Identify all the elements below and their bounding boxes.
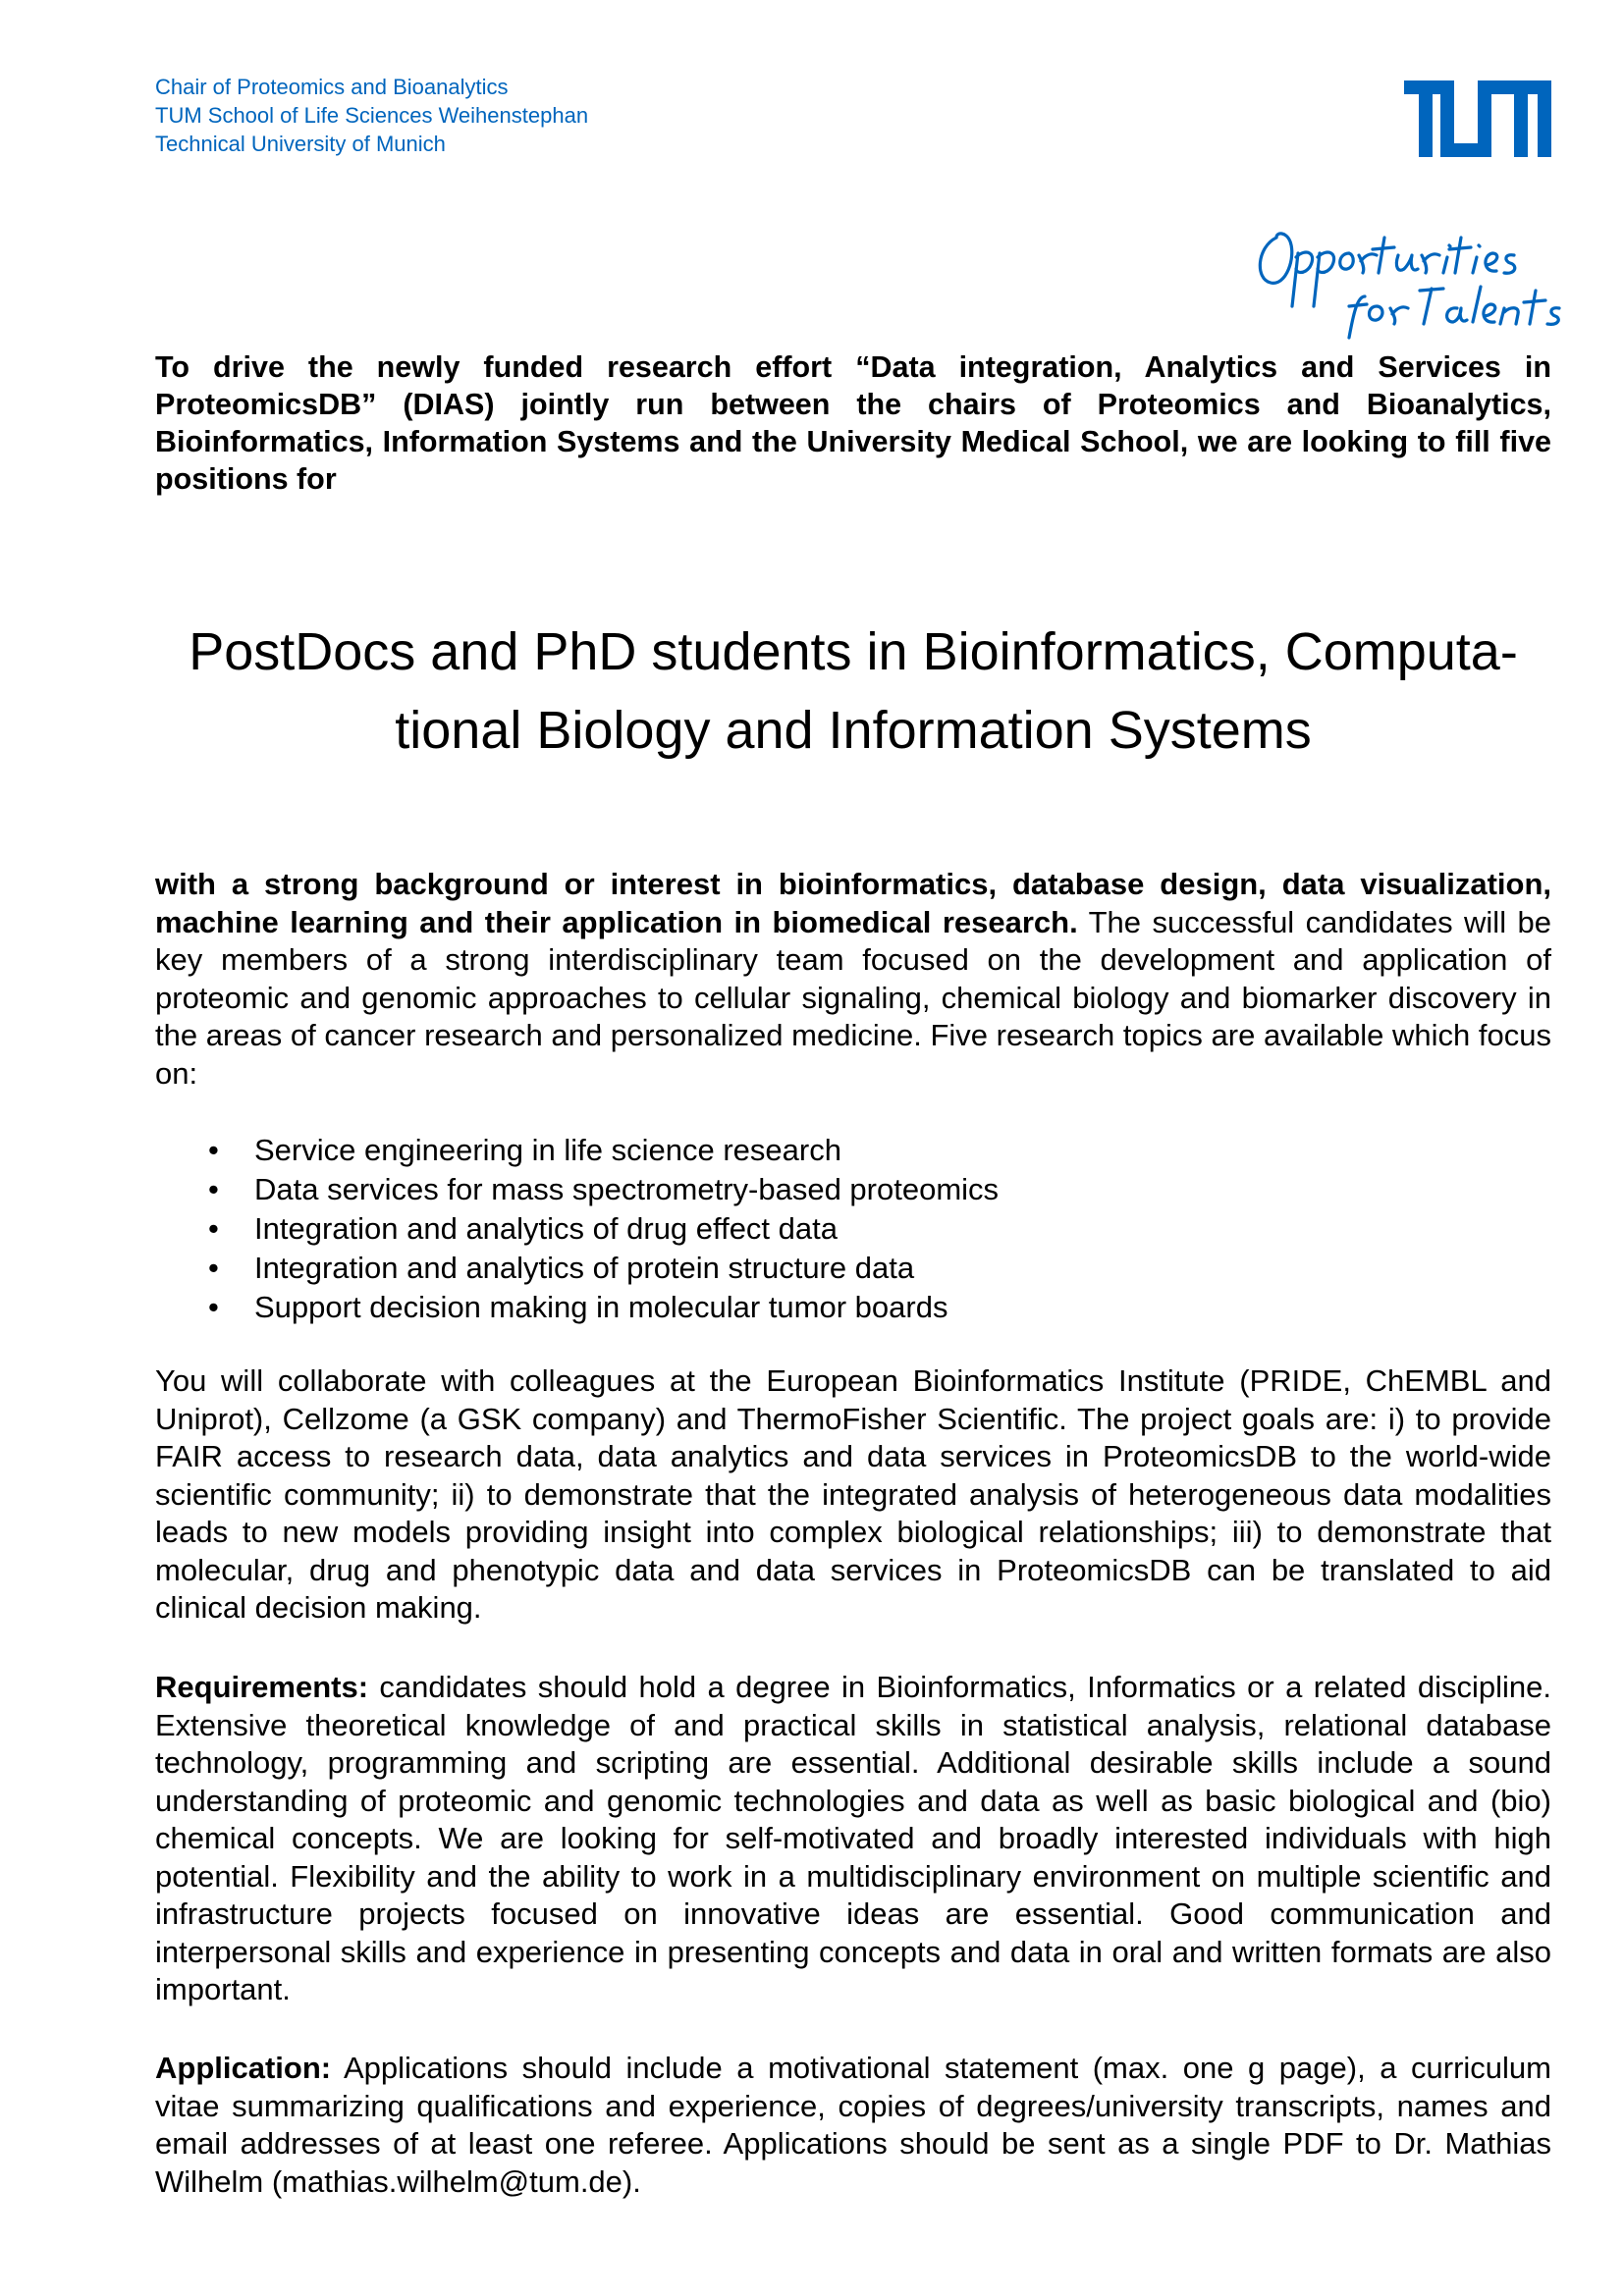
description-text: The successful candidates will be key members of a strong interdisciplinary team focused on the development and application of proteomic and genomic approaches to cellular signaling, chemical biology and biomarker discovery in the areas of cancer research and personalized medicine. Five research topics are available which focus on: [155, 904, 1551, 1091]
bullet-icon: • [208, 1133, 219, 1167]
list-item-text: Support decision making in molecular tumor boards [254, 1290, 948, 1324]
list-item [155, 1209, 1551, 1249]
application-paragraph [155, 2050, 1551, 2201]
list-item-text: Integration and analytics of drug effect data [254, 1211, 838, 1246]
address-line-chair: Chair of Proteomics and Bioanalytics [155, 75, 509, 99]
description-paragraph [155, 866, 1551, 1093]
position-title-line-2: tional Biology and Information Systems [395, 701, 1312, 760]
requirements-paragraph [155, 1669, 1551, 2009]
list-item-text: Service engineering in life science research [254, 1133, 841, 1167]
list-item [155, 1249, 1551, 1288]
address-line-university: Technical University of Munich [155, 132, 446, 156]
list-item [155, 1170, 1551, 1209]
requirements-text: candidates should hold a degree in Bioinformatics, Informatics or a related discipline. Extensive theoretical knowledge of and practical skills in statistical analysis, relational database technology, programming and scripting are essential. Additional desirable skills include a sound understanding of proteomic and genomic technologies and data as well as basic biological and (bio) chemical concepts. We are looking for self-motivated and broadly interested individuals with high potential. Flexibility and the ability to work in a multidisciplinary environment on multiple scientific and infrastructure projects focused on innovative ideas are essential. Good communication and interpersonal skills and experience in presenting concepts and data in oral and written formats are also important. [155, 1670, 1551, 2006]
list-item-text: Integration and analytics of protein structure data [254, 1251, 915, 1285]
address-line-school: TUM School of Life Sciences Weihenstephan [155, 103, 589, 128]
list-item-text: Data services for mass spectrometry-based proteomics [254, 1172, 1000, 1206]
application-text: Applications should include a motivational statement (max. one g page), a curriculum vitae summarizing qualifications and experience, copies of degrees/university transcripts, names and email addresses of at least one referee. Applications should be sent as a single PDF to Dr. Mathias Wilhelm (mathias.wilhelm@tum.de). [155, 2051, 1551, 2199]
bullet-icon: • [208, 1251, 219, 1285]
list-item [155, 1131, 1551, 1170]
application-label: Application: [155, 2051, 332, 2085]
list-item [155, 1288, 1551, 1327]
requirements-label: Requirements: [155, 1670, 369, 1704]
tum-logo [1404, 80, 1551, 157]
position-title-line-1: PostDocs and PhD students in Bioinformatics, Computa- [189, 622, 1518, 681]
opportunities-for-talents-signature-icon [1247, 218, 1561, 342]
description-bold-text: with a strong background or interest in bioinformatics, database design, data visualization, machine learning and their application in biomedical research. [155, 867, 1551, 939]
research-topics-list [155, 1131, 1551, 1327]
header-address [155, 73, 588, 158]
bullet-icon: • [208, 1172, 219, 1206]
collaboration-paragraph: You will collaborate with colleagues at the European Bioinformatics Institute (PRIDE, ChEMBL and Uniprot), Cellzome (a GSK company) and ThermoFisher Scientific. The project goals are: i) to provide FAIR access to research data, data analytics and data services in ProteomicsDB to the world-wide scientific community; ii) to demonstrate that the integrated analysis of heterogeneous data modalities leads to new models providing insight into complex biological relationships; iii) to demonstrate that molecular, drug and phenotypic data and data services in ProteomicsDB can be translated to aid clinical decision making. [155, 1363, 1551, 1625]
bullet-icon: • [208, 1211, 219, 1246]
position-title [155, 613, 1551, 770]
intro-paragraph: To drive the newly funded research effort “Data integration, Analytics and Services in ProteomicsDB” (DIAS) jointly run between the chairs of Proteomics and Bioanalytics, Bioinformatics, Information Systems and the University Medical School, we are looking to fill five positions for [155, 350, 1551, 496]
bullet-icon: • [208, 1290, 219, 1324]
